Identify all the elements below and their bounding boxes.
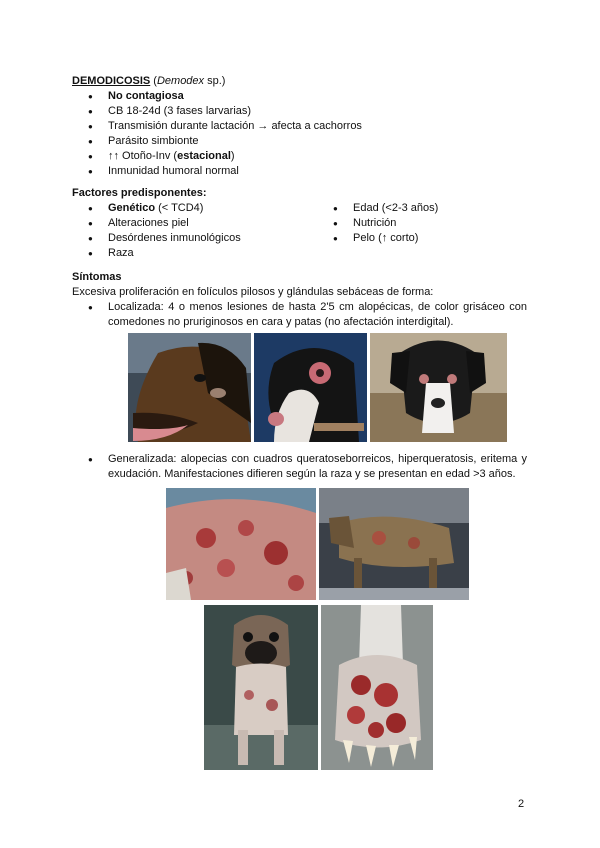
list-item [317,231,438,246]
list-item-text: Nutrición [353,217,397,229]
title-species: Demodex [156,75,205,87]
list-item-text: Pelo (↑ corto) [353,232,419,244]
factores-left-list [72,201,241,261]
list-item [72,201,241,216]
sintomas-localizada [72,300,527,330]
list-item [72,89,362,104]
sintomas-generalizada [72,452,527,482]
photo-paw-pododemodicosis [321,605,433,770]
list-item [317,201,438,216]
list-item-suffix: ) [230,150,235,162]
list-item [72,216,241,231]
factores-right-list [317,201,438,246]
bullet-icon: ● [88,455,93,464]
list-item-text: Alteraciones piel [108,217,189,229]
photo-generalized-skin-lesions [166,488,316,600]
list-item-text: Edad (<2-3 años) [353,202,439,214]
list-item-text: Raza [108,247,134,259]
title-main: DEMODICOSIS [72,75,151,87]
bullet-icon: ● [88,303,93,312]
photo-pug-generalized [204,605,318,770]
list-item-text: CB 18-24d (3 fases larvarias) [108,105,252,117]
list-item-text: Desórdenes inmunológicos [108,232,241,244]
photo-greyhound-eye-lesion [254,333,367,442]
sintomas-intro: Excesiva proliferación en folículos pilosos y glándulas sebáceas de forma: [72,286,434,298]
list-item-bold: Genético [108,202,156,214]
page-title [72,74,225,89]
list-item [72,149,362,164]
list-item [72,231,241,246]
list-item-text: Inmunidad humoral normal [108,165,239,177]
photo-dog-on-table [319,488,469,600]
list-item [72,119,362,134]
list-item-text: Parásito simbionte [108,135,199,147]
list-item-text: No contagiosa [108,90,184,102]
page-number: 2 [518,798,525,810]
list-item-bold: estacional [177,150,231,162]
list-item [72,134,362,149]
sintomas-heading: Síntomas [72,271,122,283]
factores-heading: Factores predisponentes: [72,187,207,199]
intro-list [72,89,362,179]
title-paren-close: sp.) [204,75,226,87]
list-item-text: Transmisión durante lactación → afecta a cachorros [108,120,362,132]
photo-puppy-eye-lesions [370,333,507,442]
list-item [72,246,241,261]
list-item [72,104,362,119]
list-item-text: ↑↑ Otoño-Inv ( [108,150,178,162]
generalizada-text: Generalizada: alopecias con cuadros queratoseborreicos, hiperqueratosis, eritema y exudación. Manifestaciones difieren según la raza y se presentan en edad >3 años. [108,453,527,480]
photo-dog-face-lesion [128,333,251,442]
title-paren-open: ( [150,75,157,87]
localizada-text: Localizada: 4 o menos lesiones de hasta 2'5 cm alopécicas, de color grisáceo con comedones no pruriginosos en cara y patas (no afectación interdigital). [108,301,527,328]
list-item [317,216,438,231]
list-item [72,164,362,179]
list-item-suffix: (< TCD4) [155,202,204,214]
